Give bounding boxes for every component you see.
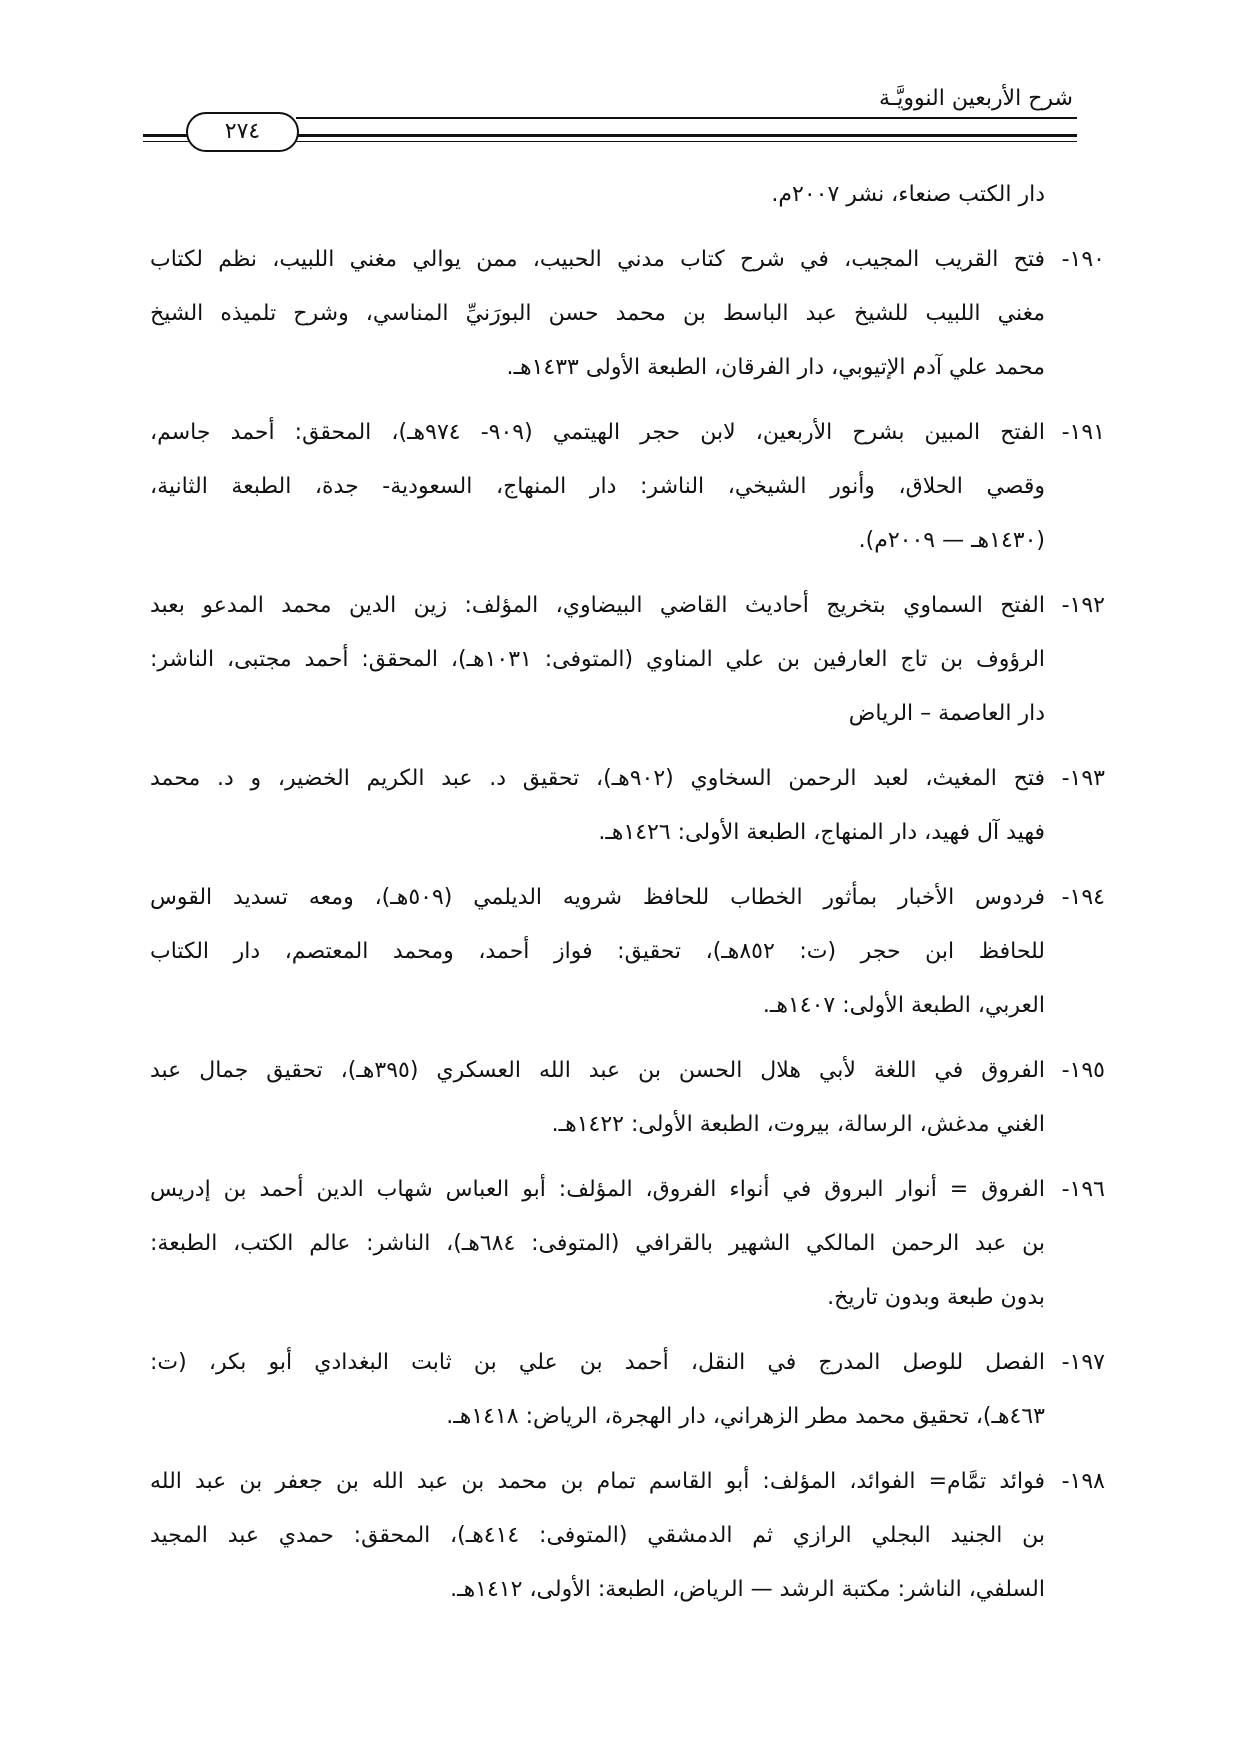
entry-number: ١٩٠- (1061, 247, 1105, 272)
entry-line: فردوس الأخبار بمأثور الخطاب للحافظ شرويه الديلمي (٥٠٩هـ)، ومعه تسديد القوس (150, 885, 1045, 910)
entry-line: فهيد آل فهيد، دار المنهاج، الطبعة الأولى: ١٤٢٦هـ. (598, 820, 1045, 845)
entry-text (150, 1044, 1045, 1152)
entry-line: بن عبد الرحمن المالكي الشهير بالقرافي (المتوفى: ٦٨٤هـ)، الناشر: عالم الكتب، الطبعة: (150, 1231, 1045, 1256)
page-number-box (186, 112, 299, 152)
entry-text (150, 1336, 1045, 1444)
entry-text (150, 233, 1045, 395)
entry-line: (١٤٣٠هـ — ٢٠٠٩م). (858, 528, 1045, 553)
entry-line: دار العاصمة – الرياض (848, 701, 1045, 726)
entry-line: فتح المغيث، لعبد الرحمن السخاوي (٩٠٢هـ)، تحقيق د. عبد الكريم الخضير، و د. محمد (150, 766, 1045, 791)
entry-number: ١٩١- (1061, 420, 1105, 445)
entry-number: ١٩٢- (1061, 593, 1105, 618)
bibliography-entry (150, 1336, 1105, 1444)
entry-line: بن الجنيد البجلي الرازي ثم الدمشقي (المتوفى: ٤١٤هـ)، المحقق: حمدي عبد المجيد (150, 1523, 1045, 1548)
entry-text (150, 579, 1045, 741)
bibliography-entry (150, 233, 1105, 395)
bibliography-entry (150, 1455, 1105, 1617)
bibliography-entry (150, 406, 1105, 568)
entry-number: ١٩٧- (1061, 1350, 1105, 1375)
entry-line: الرؤوف بن تاج العارفين بن علي المناوي (المتوفى: ١٠٣١هـ)، المحقق: أحمد مجتبى، الناشر: (150, 647, 1045, 672)
entry-line: الفتح المبين بشرح الأربعين، لابن حجر الهيتمي (٩٠٩- ٩٧٤هـ)، المحقق: أحمد جاسم، (150, 420, 1045, 445)
entry-number: ١٩٤- (1061, 885, 1105, 910)
entry-line: للحافظ ابن حجر (ت: ٨٥٢هـ)، تحقيق: فواز أحمد، ومحمد المعتصم، دار الكتاب (150, 939, 1045, 964)
entry-line: الغني مدغش، الرسالة، بيروت، الطبعة الأولى: ١٤٢٢هـ. (551, 1112, 1045, 1137)
book-title: شرح الأربعين النوويَّـة (879, 86, 1073, 111)
entry-text (150, 752, 1045, 860)
entry-line: وقصي الحلاق، وأنور الشيخي، الناشر: دار المنهاج، السعودية- جدة، الطبعة الثانية، (150, 474, 1045, 499)
bibliography-entry (150, 871, 1105, 1033)
page-number: ٢٧٤ (224, 119, 261, 144)
entry-line: فوائد تمَّام= الفوائد، المؤلف: أبو القاسم تمام بن محمد بن عبد الله بن جعفر بن عبد الله (150, 1469, 1045, 1494)
entry-text (150, 1455, 1045, 1617)
bibliography-entry (150, 579, 1105, 741)
entry-line: الفصل للوصل المدرج في النقل، أحمد بن علي بن ثابت البغدادي أبو بكر، (ت: (150, 1350, 1045, 1375)
bibliography-list (150, 168, 1105, 1617)
header-rule-top (296, 117, 1077, 119)
continuation-text (150, 168, 1045, 222)
entry-line: الفتح السماوي بتخريج أحاديث القاضي البيضاوي، المؤلف: زين الدين محمد المدعو بعبد (150, 593, 1045, 618)
entry-number: ١٩٨- (1061, 1469, 1105, 1494)
entry-line: مغني اللبيب للشيخ عبد الباسط بن محمد حسن البورَنيِّ المناسي، وشرح تلميذه الشيخ (150, 301, 1045, 326)
entry-line: السلفي، الناشر: مكتبة الرشد — الرياض، الطبعة: الأولى، ١٤١٢هـ. (450, 1577, 1045, 1602)
entry-number: ١٩٦- (1061, 1177, 1105, 1202)
entry-line: الفروق في اللغة لأبي هلال الحسن بن عبد الله العسكري (٣٩٥هـ)، تحقيق جمال عبد (150, 1058, 1045, 1083)
entry-text (150, 871, 1045, 1033)
entry-line: العربي، الطبعة الأولى: ١٤٠٧هـ. (762, 993, 1045, 1018)
entry-number: ١٩٥- (1061, 1058, 1105, 1083)
bibliography-entry (150, 1044, 1105, 1152)
bibliography-entry (150, 752, 1105, 860)
continuation-line: دار الكتب صنعاء، نشر ٢٠٠٧م. (771, 182, 1045, 207)
bibliography-entry (150, 1163, 1105, 1325)
entry-line: بدون طبعة وبدون تاريخ. (827, 1285, 1045, 1310)
entry-line: فتح القريب المجيب، في شرح كتاب مدني الحبيب، ممن يوالي مغني اللبيب، نظم لكتاب (150, 247, 1045, 272)
entry-number: ١٩٣- (1061, 766, 1105, 791)
entry-line: ٤٦٣هـ)، تحقيق محمد مطر الزهراني، دار الهجرة، الرياض: ١٤١٨هـ. (446, 1404, 1045, 1429)
entry-text (150, 406, 1045, 568)
entry-text (150, 1163, 1045, 1325)
entry-line: محمد علي آدم الإتيوبي، دار الفرقان، الطبعة الأولى ١٤٣٣هـ. (506, 355, 1045, 380)
entry-line: الفروق = أنوار البروق في أنواء الفروق، المؤلف: أبو العباس شهاب الدين أحمد بن إدريس (150, 1177, 1045, 1202)
